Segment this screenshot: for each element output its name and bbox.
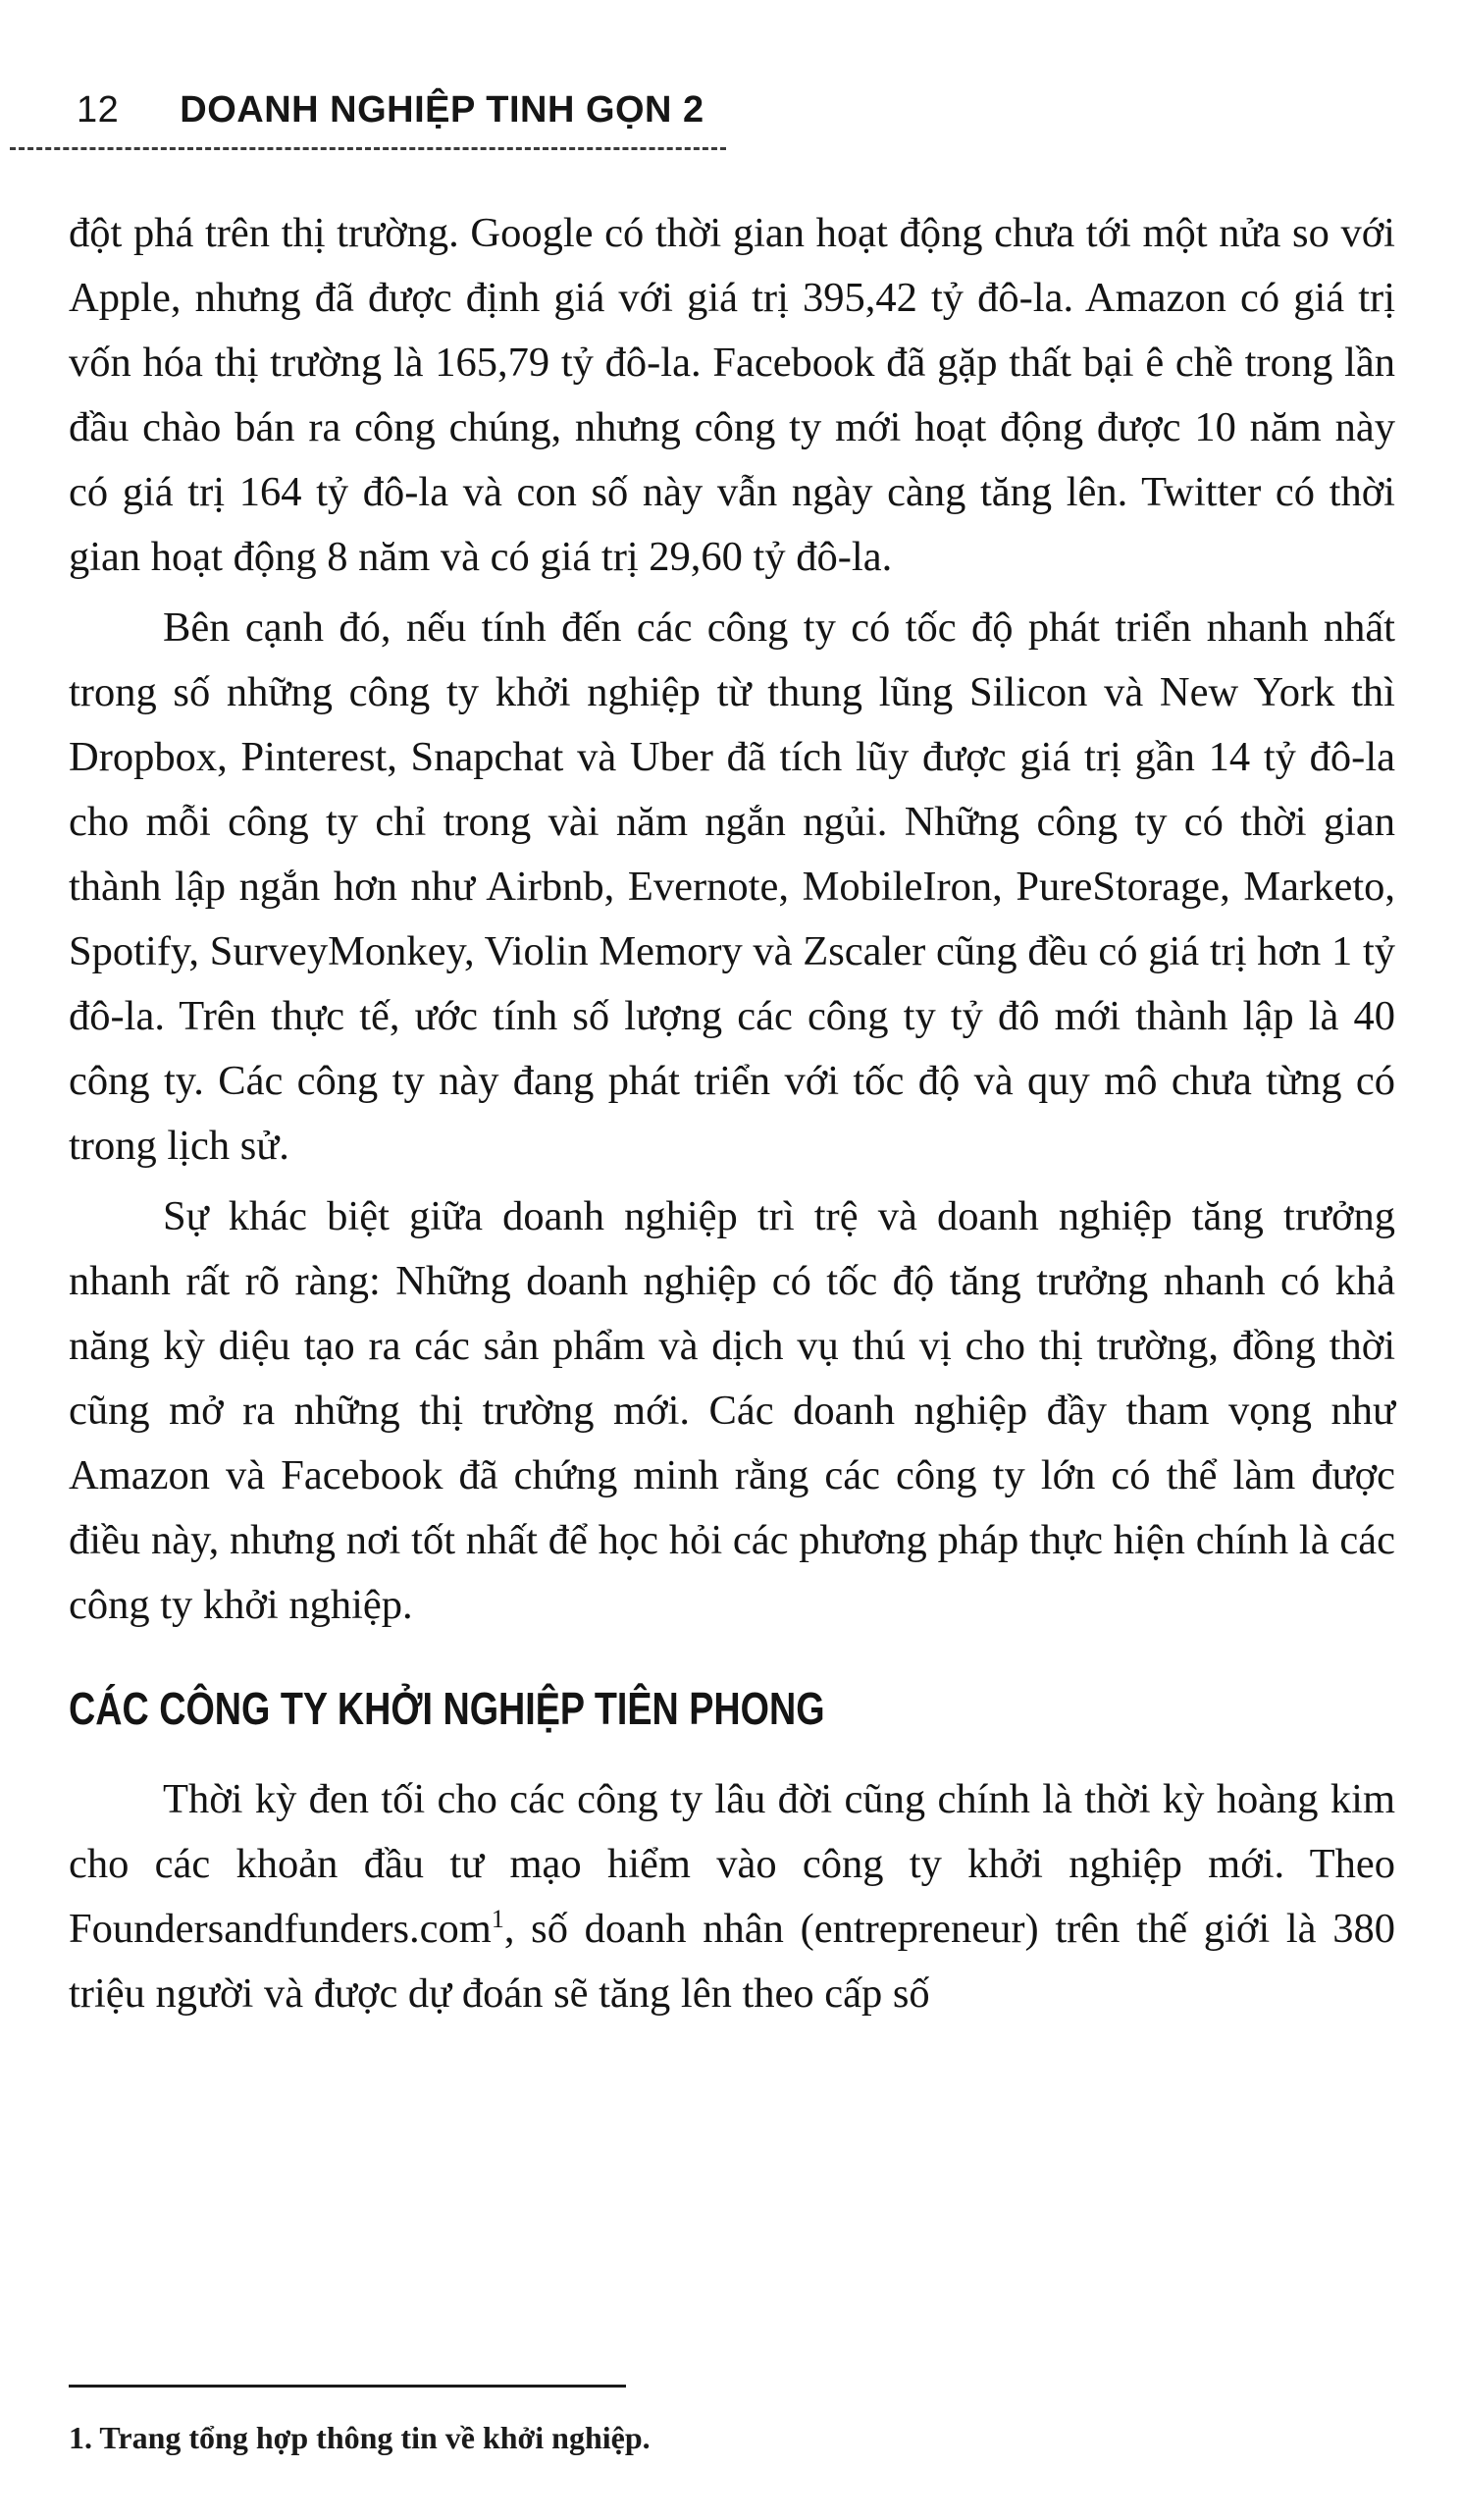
page-header — [77, 80, 704, 139]
paragraph-text: Thời kỳ đen tối cho các công ty lâu đời cũng chính là thời kỳ hoàng kim cho các khoản đầu tư mạo hiểm vào công ty khởi nghiệp mới. Theo Foundersandfunders.com — [69, 1776, 1395, 1952]
footnote-reference[interactable]: 1 — [491, 1904, 504, 1933]
paragraph-text: , số doanh nhân (entrepreneur) trên thế giới là 380 triệu người và được dự đoán sẽ tăng lên theo cấp số — [69, 1906, 1395, 2017]
header-divider — [10, 147, 726, 150]
book-title: DOANH NGHIỆP TINH GỌN 2 — [180, 88, 704, 131]
footnote-divider — [69, 2385, 626, 2388]
paragraph: Bên cạnh đó, nếu tính đến các công ty có tốc độ phát triển nhanh nhất trong số những công ty khởi nghiệp từ thung lũng Silicon và New York thì Dropbox, Pinterest, Snapchat và Uber đã tích lũy được giá trị gần 14 tỷ đô-la cho mỗi công ty chỉ trong vài năm ngắn ngủi. Những công ty có thời gian thành lập ngắn hơn như Airbnb, Evernote, MobileIron, PureStorage, Marketo, Spotify, SurveyMonkey, Violin Memory và Zscaler cũng đều có giá trị hơn 1 tỷ đô-la. Trên thực tế, ước tính số lượng các công ty tỷ đô mới thành lập là 40 công ty. Các công ty này đang phát triển với tốc độ và quy mô chưa từng có trong lịch sử. — [69, 604, 1395, 1169]
section-heading: CÁC CÔNG TY KHỞI NGHIỆP TIÊN PHONG — [69, 1683, 825, 1734]
footnote: 1. Trang tổng hợp thông tin về khởi nghiệp. — [69, 2420, 651, 2455]
paragraph-with-footnote — [69, 1767, 1395, 2026]
body-text — [69, 201, 1395, 2026]
paragraph: đột phá trên thị trường. Google có thời gian hoạt động chưa tới một nửa so với Apple, nhưng đã được định giá với giá trị 395,42 tỷ đô-la. Amazon có giá trị vốn hóa thị trường là 165,79 tỷ đô-la. Facebook đã gặp thất bại ê chề trong lần đầu chào bán ra công chúng, nhưng công ty mới hoạt động được 10 năm này có giá trị 164 tỷ đô-la và con số này vẫn ngày càng tăng lên. Twitter có thời gian hoạt động 8 năm và có giá trị 29,60 tỷ đô-la. — [69, 210, 1395, 580]
paragraph: Sự khác biệt giữa doanh nghiệp trì trệ và doanh nghiệp tăng trưởng nhanh rất rõ ràng: Những doanh nghiệp có tốc độ tăng trưởng nhanh có khả năng kỳ diệu tạo ra các sản phẩm và dịch vụ thú vị cho thị trường, đồng thời cũng mở ra những thị trường mới. Các doanh nghiệp đầy tham vọng như Amazon và Facebook đã chứng minh rằng các công ty lớn có thể làm được điều này, nhưng nơi tốt nhất để học hỏi các phương pháp thực hiện chính là các công ty khởi nghiệp. — [69, 1193, 1395, 1628]
page-number: 12 — [77, 88, 120, 131]
